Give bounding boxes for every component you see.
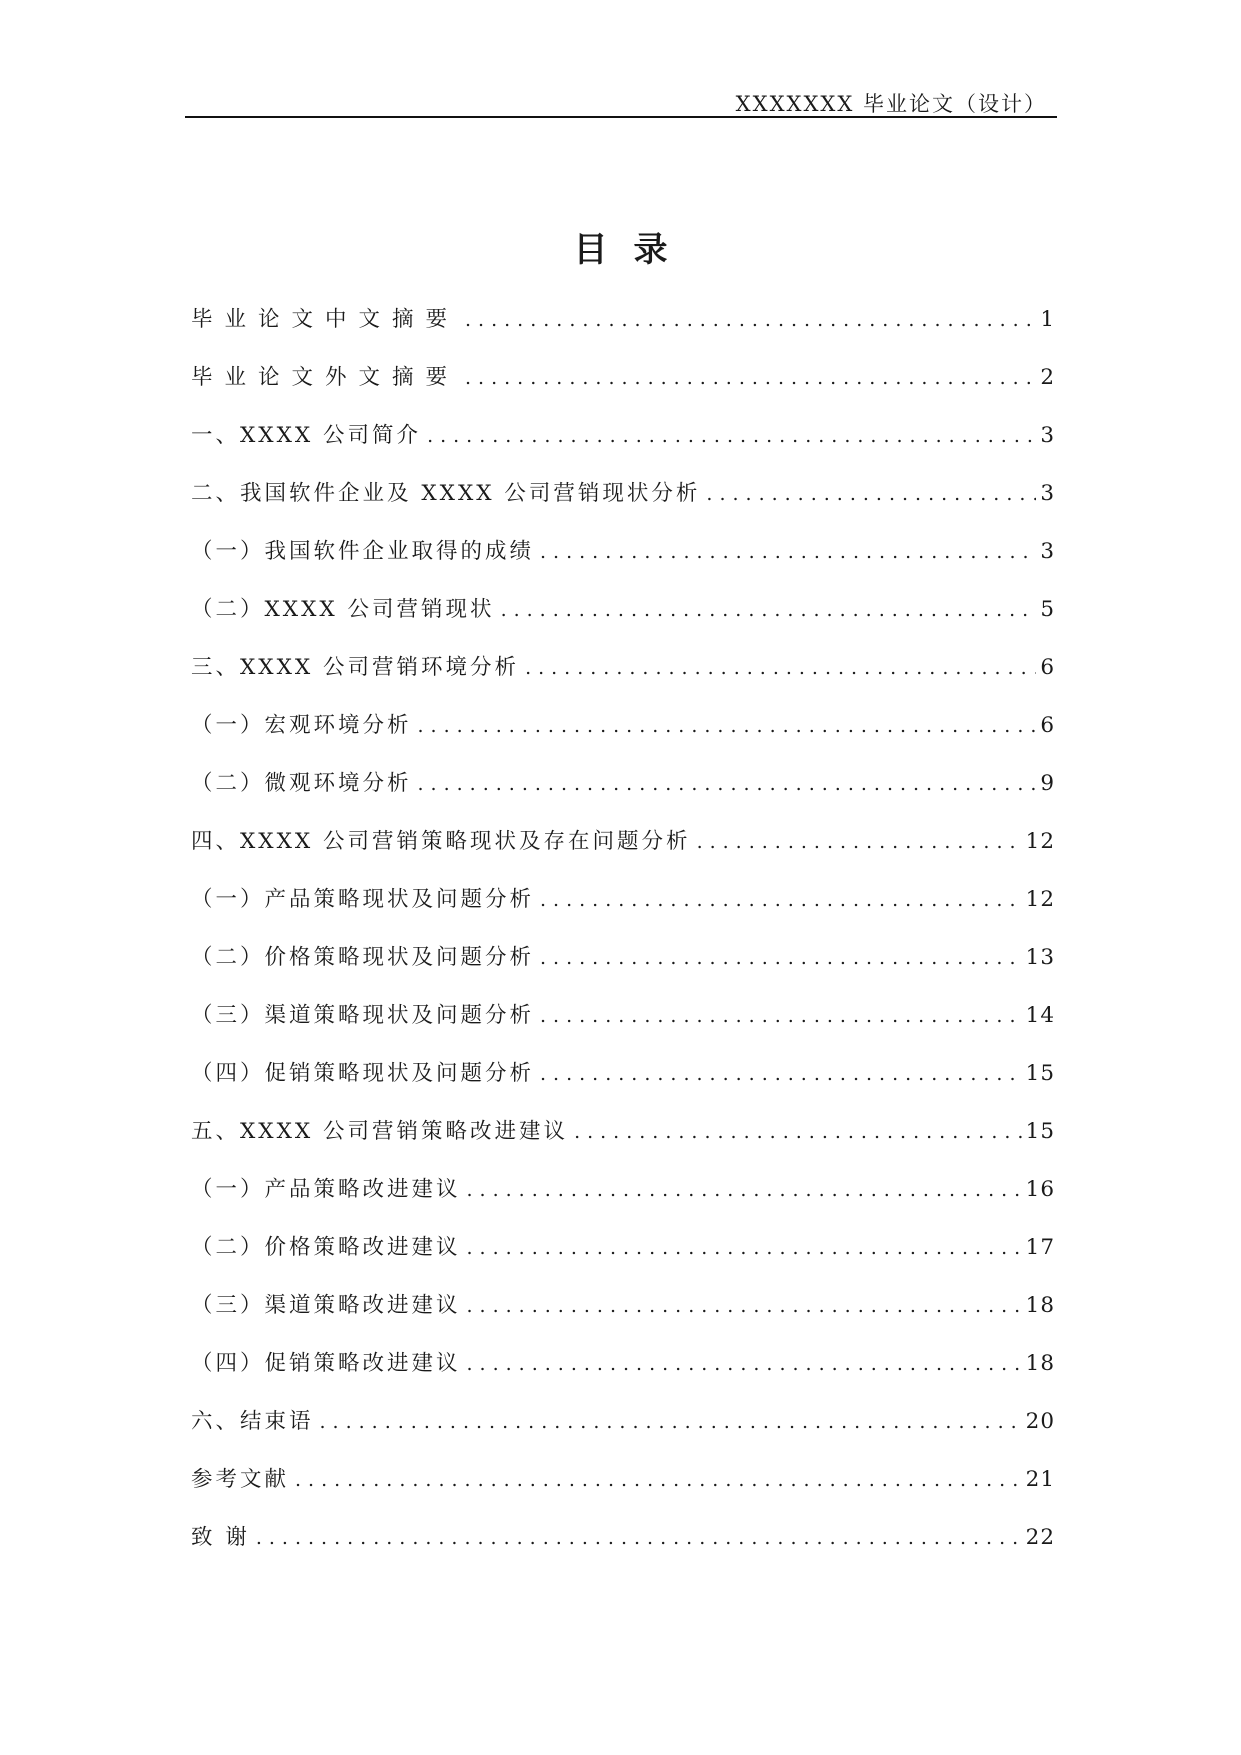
toc-entry-label: （四）促销策略改进建议 bbox=[191, 1351, 461, 1376]
header-rule bbox=[185, 116, 1057, 118]
toc-entry-page-number: 14 bbox=[1025, 1003, 1055, 1028]
toc-entry-page-number: 15 bbox=[1025, 1061, 1055, 1086]
toc-dot-leader bbox=[467, 1179, 1022, 1201]
toc-entry-label: （二）价格策略改进建议 bbox=[191, 1235, 461, 1260]
toc-dot-leader bbox=[525, 657, 1036, 679]
toc-entry-label: （二）价格策略现状及问题分析 bbox=[191, 945, 535, 970]
toc-entry-page-number: 20 bbox=[1025, 1409, 1055, 1434]
toc-dot-leader bbox=[418, 773, 1037, 795]
toc-dot-leader bbox=[467, 1237, 1022, 1259]
toc-entry-page-number: 21 bbox=[1025, 1467, 1055, 1492]
toc-entry[interactable] bbox=[191, 882, 1055, 940]
toc-entry[interactable] bbox=[191, 1346, 1055, 1404]
toc-dot-leader bbox=[320, 1411, 1022, 1433]
toc-entry[interactable] bbox=[191, 940, 1055, 998]
toc-entry-page-number: 2 bbox=[1040, 365, 1055, 390]
toc-entry-label: 四、XXXX 公司营销策略现状及存在问题分析 bbox=[191, 829, 691, 854]
header-text: XXXXXXX 毕业论文（设计） bbox=[735, 92, 1047, 116]
toc-entry-label: 一、XXXX 公司简介 bbox=[191, 423, 422, 448]
toc-entry-label: 毕业论文外文摘要 bbox=[191, 365, 460, 390]
toc-entry-page-number: 18 bbox=[1025, 1293, 1055, 1318]
toc-entry-label: 二、我国软件企业及 XXXX 公司营销现状分析 bbox=[191, 481, 701, 506]
toc-dot-leader bbox=[295, 1469, 1022, 1491]
toc-entry[interactable] bbox=[191, 476, 1055, 534]
toc-entry-page-number: 22 bbox=[1025, 1525, 1055, 1550]
toc-dot-leader bbox=[427, 425, 1036, 447]
toc-entry[interactable] bbox=[191, 1172, 1055, 1230]
toc-dot-leader bbox=[574, 1121, 1022, 1143]
toc-entry-label: （一）产品策略现状及问题分析 bbox=[191, 887, 535, 912]
toc-entry[interactable] bbox=[191, 592, 1055, 650]
toc-dot-leader bbox=[465, 309, 1036, 331]
toc-entry[interactable] bbox=[191, 824, 1055, 882]
toc-dot-leader bbox=[418, 715, 1037, 737]
toc-dot-leader bbox=[706, 483, 1036, 505]
toc-entry[interactable] bbox=[191, 302, 1055, 360]
toc-entry-page-number: 6 bbox=[1040, 655, 1055, 680]
toc-entry[interactable] bbox=[191, 650, 1055, 708]
toc-entry-label: 参考文献 bbox=[191, 1467, 290, 1492]
toc-entry-label: （三）渠道策略现状及问题分析 bbox=[191, 1003, 535, 1028]
toc-entry-page-number: 9 bbox=[1040, 771, 1055, 796]
toc-entry-page-number: 12 bbox=[1025, 829, 1055, 854]
toc-entry[interactable] bbox=[191, 1114, 1055, 1172]
toc-dot-leader bbox=[540, 889, 1022, 911]
toc-entry[interactable] bbox=[191, 766, 1055, 824]
toc-entry-label: （一）我国软件企业取得的成绩 bbox=[191, 539, 535, 564]
toc-entry-label: 致 谢 bbox=[191, 1525, 250, 1550]
toc-entry-page-number: 17 bbox=[1025, 1235, 1055, 1260]
toc-entry[interactable] bbox=[191, 1230, 1055, 1288]
toc-entry[interactable] bbox=[191, 418, 1055, 476]
toc-entry[interactable] bbox=[191, 1288, 1055, 1346]
toc-entry-page-number: 3 bbox=[1040, 423, 1055, 448]
toc-entry-label: 三、XXXX 公司营销环境分析 bbox=[191, 655, 520, 680]
toc-entry-page-number: 5 bbox=[1040, 597, 1055, 622]
toc-entry-page-number: 13 bbox=[1025, 945, 1055, 970]
toc-entry-page-number: 1 bbox=[1040, 307, 1055, 332]
running-header bbox=[185, 86, 1057, 118]
toc-entry[interactable] bbox=[191, 1404, 1055, 1462]
toc-dot-leader bbox=[540, 1005, 1022, 1027]
toc-entry-page-number: 3 bbox=[1040, 539, 1055, 564]
toc-dot-leader bbox=[697, 831, 1022, 853]
toc-dot-leader bbox=[501, 599, 1037, 621]
toc-entry[interactable] bbox=[191, 360, 1055, 418]
toc-dot-leader bbox=[256, 1527, 1022, 1549]
toc-entry-label: （二）XXXX 公司营销现状 bbox=[191, 597, 495, 622]
toc-entry-page-number: 16 bbox=[1025, 1177, 1055, 1202]
toc-entry[interactable] bbox=[191, 534, 1055, 592]
toc-entry-page-number: 3 bbox=[1040, 481, 1055, 506]
toc-entry-label: （二）微观环境分析 bbox=[191, 771, 412, 796]
toc-entry-label: （三）渠道策略改进建议 bbox=[191, 1293, 461, 1318]
page-title: 目录 bbox=[573, 230, 694, 270]
toc-entry[interactable] bbox=[191, 998, 1055, 1056]
toc-entry[interactable] bbox=[191, 1520, 1055, 1578]
toc-entry-label: （一）产品策略改进建议 bbox=[191, 1177, 461, 1202]
toc-dot-leader bbox=[540, 947, 1022, 969]
toc-dot-leader bbox=[540, 541, 1036, 563]
toc-dot-leader bbox=[467, 1295, 1022, 1317]
toc-entry-label: 毕业论文中文摘要 bbox=[191, 307, 460, 332]
table-of-contents bbox=[191, 302, 1055, 1578]
toc-entry-label: （四）促销策略现状及问题分析 bbox=[191, 1061, 535, 1086]
toc-dot-leader bbox=[467, 1353, 1022, 1375]
toc-dot-leader bbox=[540, 1063, 1022, 1085]
toc-entry[interactable] bbox=[191, 1056, 1055, 1114]
toc-entry-page-number: 6 bbox=[1040, 713, 1055, 738]
toc-entry-label: 六、结束语 bbox=[191, 1409, 314, 1434]
toc-entry[interactable] bbox=[191, 708, 1055, 766]
toc-entry-label: （一）宏观环境分析 bbox=[191, 713, 412, 738]
toc-entry-label: 五、XXXX 公司营销策略改进建议 bbox=[191, 1119, 569, 1144]
toc-dot-leader bbox=[465, 367, 1036, 389]
toc-entry-page-number: 12 bbox=[1025, 887, 1055, 912]
toc-entry-page-number: 15 bbox=[1025, 1119, 1055, 1144]
toc-entry[interactable] bbox=[191, 1462, 1055, 1520]
toc-entry-page-number: 18 bbox=[1025, 1351, 1055, 1376]
